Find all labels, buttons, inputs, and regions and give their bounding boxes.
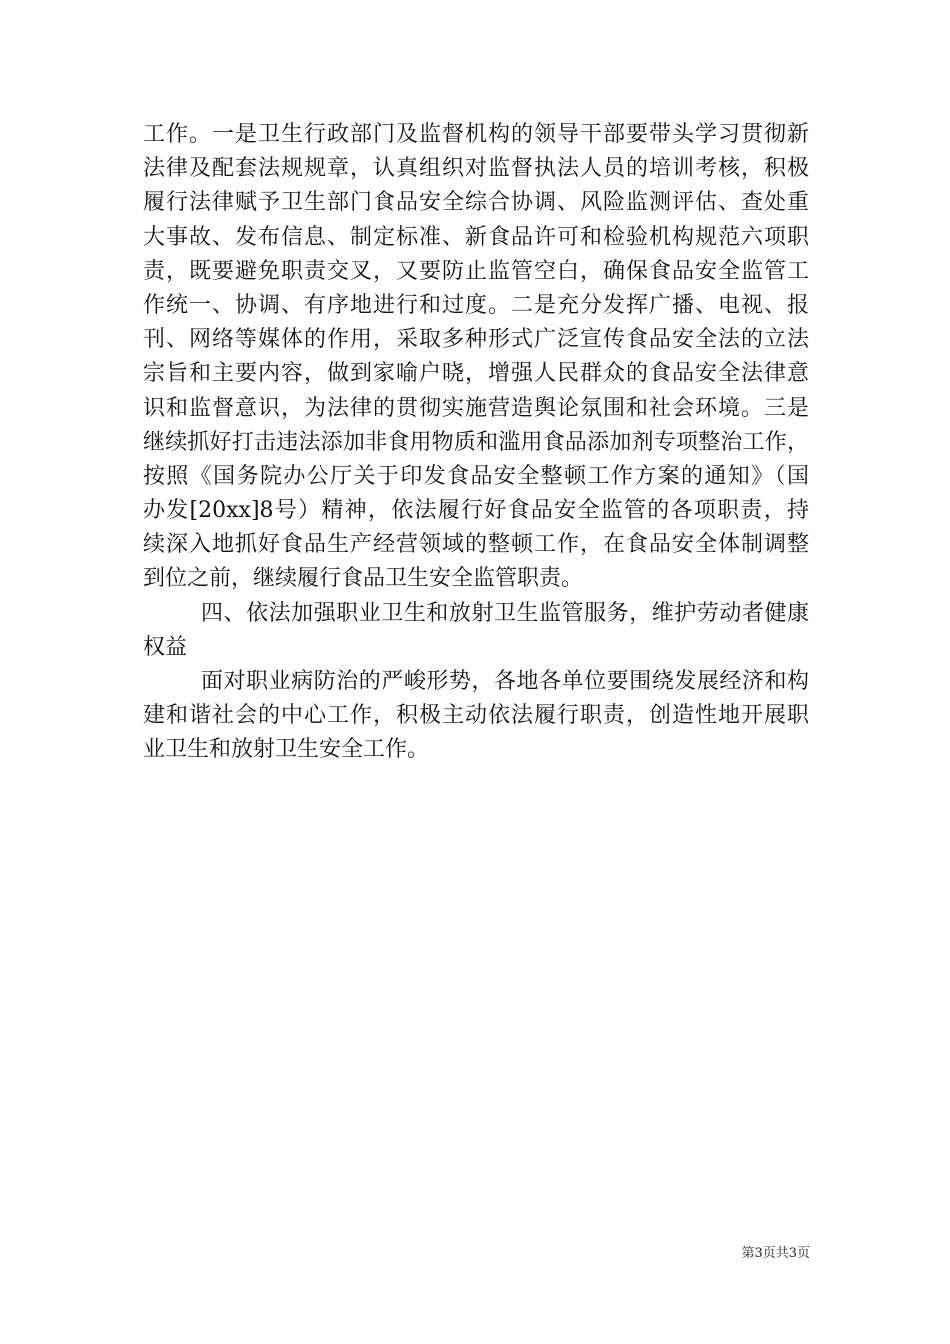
text-line: 宗旨和主要内容，做到家喻户晓，增强人民群众的食品安全法律意 (143, 361, 809, 387)
text-line: 按照《国务院办公厅关于印发食品安全整顿工作方案的通知》（国 (143, 463, 809, 489)
text-line: 法律及配套法规规章，认真组织对监督执法人员的培训考核，积极 (143, 156, 809, 182)
body-text (143, 118, 809, 768)
text-line: 到位之前，继续履行食品卫生安全监管职责。 (143, 566, 584, 592)
page-number-footer: 第3页共3页 (741, 1246, 810, 1261)
text-line: 办发[20xx]8号）精神，依法履行好食品安全监管的各项职责，持 (143, 498, 809, 524)
heading-line: 权益 (143, 634, 188, 660)
text-line: 建和谐社会的中心工作，积极主动依法履行职责，创造性地开展职 (143, 703, 809, 729)
text-line: 履行法律赋予卫生部门食品安全综合协调、风险监测评估、查处重 (143, 190, 809, 216)
paragraph-occupational-disease (143, 665, 809, 768)
text-line: 业卫生和放射卫生安全工作。 (143, 737, 430, 763)
heading-line: 四、依法加强职业卫生和放射卫生监管服务，维护劳动者健康 (201, 600, 809, 626)
text-line: 续深入地抓好食品生产经营领域的整顿工作，在食品安全体制调整 (143, 532, 809, 558)
text-line: 责，既要避免职责交叉，又要防止监管空白，确保食品安全监管工 (143, 258, 809, 284)
paragraph-food-safety (143, 118, 809, 597)
text-line: 刊、网络等媒体的作用，采取多种形式广泛宣传食品安全法的立法 (143, 327, 809, 353)
text-line: 作统一、协调、有序地进行和过度。二是充分发挥广播、电视、报 (143, 292, 809, 318)
text-line: 继续抓好打击违法添加非食用物质和滥用食品添加剂专项整治工作， (143, 429, 809, 455)
text-line: 识和监督意识，为法律的贯彻实施营造舆论氛围和社会环境。三是 (143, 395, 809, 421)
text-line: 大事故、发布信息、制定标准、新食品许可和检验机构规范六项职 (143, 224, 809, 250)
text-line: 工作。一是卫生行政部门及监督机构的领导干部要带头学习贯彻新 (143, 122, 809, 147)
text-line: 面对职业病防治的严峻形势，各地各单位要围绕发展经济和构 (201, 669, 809, 694)
section-heading-occupational-health (143, 597, 809, 665)
